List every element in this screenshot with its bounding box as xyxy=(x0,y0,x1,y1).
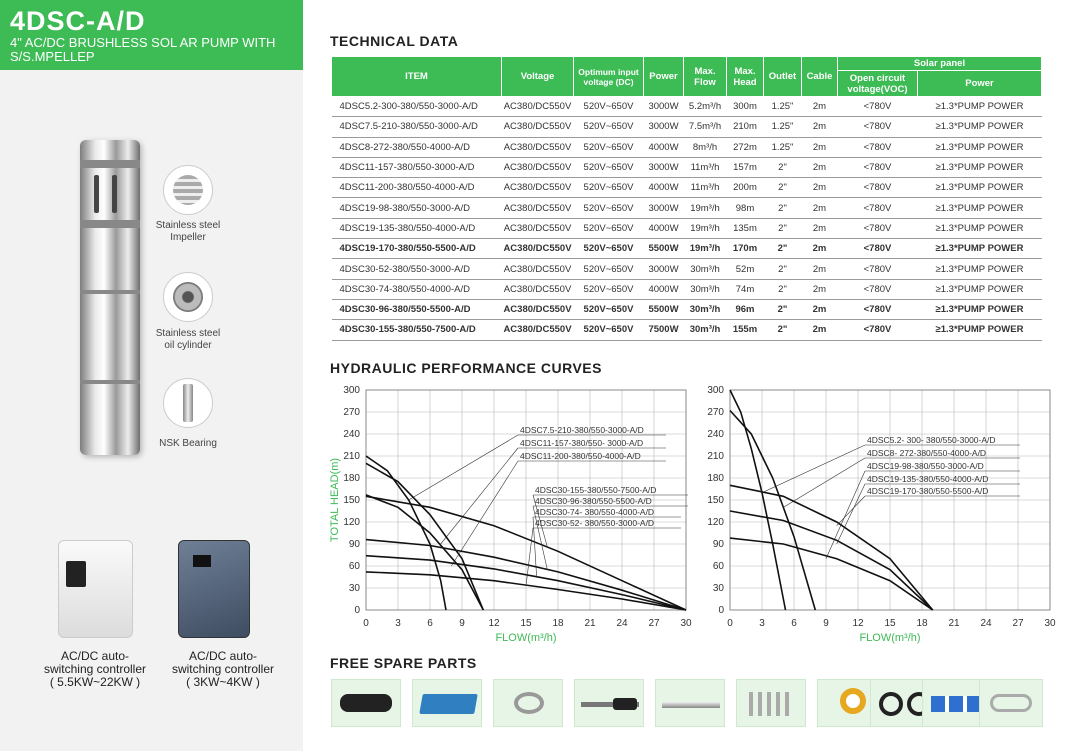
table-cell: 52m xyxy=(727,259,764,279)
y-tick-label: 30 xyxy=(348,583,360,594)
leader-line xyxy=(441,448,518,544)
spare-bolts xyxy=(736,679,806,727)
table-cell: 96m xyxy=(727,299,764,319)
y-tick-label: 180 xyxy=(707,473,724,484)
table-cell: <780V xyxy=(838,239,918,259)
x-axis-label: FLOW(m³/h) xyxy=(859,632,921,644)
spare-cable-joint xyxy=(331,679,401,727)
table-cell: 1.25" xyxy=(764,97,802,117)
table-cell: 520V~650V xyxy=(574,218,644,238)
th-outlet: Outlet xyxy=(764,57,802,97)
x-axis-label: FLOW(m³/h) xyxy=(495,632,557,644)
y-tick-label: 240 xyxy=(707,429,724,440)
table-cell: 30m³/h xyxy=(684,279,727,299)
spare-heat-shrink xyxy=(412,679,482,727)
table-cell: 2" xyxy=(764,198,802,218)
table-cell: 1.25" xyxy=(764,137,802,157)
controller-large-label: AC/DC auto- switching controller ( 5.5KW~22KW ) xyxy=(43,649,147,689)
technical-data-title: TECHNICAL DATA xyxy=(330,33,459,49)
th-head: Max. Head xyxy=(727,57,764,97)
th-item: ITEM xyxy=(332,57,502,97)
y-tick-label: 270 xyxy=(343,407,360,418)
table-cell: AC380/DC550V xyxy=(502,239,574,259)
table-cell: ≥1.3*PUMP POWER xyxy=(918,239,1042,259)
bearing-image xyxy=(163,378,213,428)
spare-shaft xyxy=(655,679,725,727)
table-cell: 7500W xyxy=(644,320,684,340)
table-body xyxy=(332,97,1042,341)
table-cell: <780V xyxy=(838,137,918,157)
y-tick-label: 240 xyxy=(343,429,360,440)
series-label: 4DSC11-200-380/550-4000-A/D xyxy=(520,451,641,461)
table-cell: 11m³/h xyxy=(684,157,727,177)
oil-cylinder-image xyxy=(163,272,213,322)
table-cell: 520V~650V xyxy=(574,178,644,198)
table-cell: AC380/DC550V xyxy=(502,299,574,319)
table-cell: 5.2m³/h xyxy=(684,97,727,117)
table-cell: 520V~650V xyxy=(574,239,644,259)
table-cell: ≥1.3*PUMP POWER xyxy=(918,279,1042,299)
table-cell: <780V xyxy=(838,299,918,319)
table-row xyxy=(332,198,1042,218)
th-flow: Max. Flow xyxy=(684,57,727,97)
controller-white-image xyxy=(58,540,133,638)
table-cell: 5500W xyxy=(644,239,684,259)
table-cell: ≥1.3*PUMP POWER xyxy=(918,97,1042,117)
table-cell: 4DSC19-170-380/550-5500-A/D xyxy=(332,239,502,259)
spare-hose-clamp xyxy=(493,679,563,727)
x-tick-label: 30 xyxy=(1044,618,1056,629)
y-tick-label: 150 xyxy=(707,495,724,506)
x-tick-label: 6 xyxy=(427,618,433,629)
table-cell: AC380/DC550V xyxy=(502,198,574,218)
table-cell: AC380/DC550V xyxy=(502,117,574,137)
series-label: 4DSC30-74- 380/550-4000-A/D xyxy=(535,507,655,517)
table-cell: 4DSC11-200-380/550-4000-A/D xyxy=(332,178,502,198)
table-cell: AC380/DC550V xyxy=(502,259,574,279)
bearing-label: NSK Bearing xyxy=(159,438,217,449)
table-row xyxy=(332,178,1042,198)
table-cell: 4DSC11-157-380/550-3000-A/D xyxy=(332,157,502,177)
table-cell: <780V xyxy=(838,320,918,340)
table-cell: 19m³/h xyxy=(684,198,727,218)
left-panel xyxy=(0,0,303,751)
leader-line xyxy=(409,435,518,500)
series-label: 4DSC19-170-380/550-5500-A/D xyxy=(867,486,989,496)
y-tick-label: 120 xyxy=(707,517,724,528)
table-cell: 74m xyxy=(727,279,764,299)
table-cell: ≥1.3*PUMP POWER xyxy=(918,259,1042,279)
table-cell: 3000W xyxy=(644,117,684,137)
table-row xyxy=(332,137,1042,157)
table-cell: 2m xyxy=(802,157,838,177)
leader-line xyxy=(837,496,865,526)
leader-line xyxy=(837,484,865,544)
table-row xyxy=(332,218,1042,238)
table-cell: 2" xyxy=(764,259,802,279)
table-cell: 4DSC7.5-210-380/550-3000-A/D xyxy=(332,117,502,137)
y-tick-label: 60 xyxy=(712,561,724,572)
technical-data-table xyxy=(331,56,1042,341)
series-label: 4DSC30-96-380/550-5500-A/D xyxy=(535,496,652,506)
x-tick-label: 3 xyxy=(759,618,765,629)
table-cell: <780V xyxy=(838,178,918,198)
y-tick-label: 90 xyxy=(348,539,360,550)
x-tick-label: 30 xyxy=(680,618,692,629)
table-row xyxy=(332,157,1042,177)
leader-line xyxy=(762,445,865,493)
table-cell: AC380/DC550V xyxy=(502,320,574,340)
x-tick-label: 21 xyxy=(584,618,596,629)
y-tick-label: 90 xyxy=(712,539,724,550)
table-cell: <780V xyxy=(838,157,918,177)
impeller-image xyxy=(163,165,213,215)
table-cell: ≥1.3*PUMP POWER xyxy=(918,157,1042,177)
table-row xyxy=(332,97,1042,117)
table-cell: 4DSC30-74-380/550-4000-A/D xyxy=(332,279,502,299)
table-cell: 3000W xyxy=(644,157,684,177)
controller-blue-image xyxy=(178,540,250,638)
table-row xyxy=(332,259,1042,279)
controller-small-label: AC/DC auto- switching controller ( 3KW~4KW ) xyxy=(171,649,275,689)
x-tick-label: 27 xyxy=(648,618,660,629)
table-cell: 2" xyxy=(764,279,802,299)
table-cell: <780V xyxy=(838,279,918,299)
table-cell: 520V~650V xyxy=(574,157,644,177)
series-label: 4DSC5.2- 300- 380/550-3000-A/D xyxy=(867,435,996,445)
table-cell: 4DSC5.2-300-380/550-3000-A/D xyxy=(332,97,502,117)
x-tick-label: 18 xyxy=(552,618,564,629)
impeller-label: Stainless steel Impeller xyxy=(155,220,221,243)
table-cell: AC380/DC550V xyxy=(502,137,574,157)
table-row xyxy=(332,299,1042,319)
table-cell: 520V~650V xyxy=(574,299,644,319)
model-title: 4DSC-A/D xyxy=(10,6,146,36)
table-cell: <780V xyxy=(838,97,918,117)
spare-parts-title: FREE SPARE PARTS xyxy=(330,655,477,671)
table-cell: 3000W xyxy=(644,97,684,117)
table-cell: 1.25" xyxy=(764,117,802,137)
x-tick-label: 12 xyxy=(852,618,864,629)
subtitle-line1: 4" AC/DC BRUSHLESS SOL AR PUMP WITH xyxy=(10,35,276,50)
table-cell: ≥1.3*PUMP POWER xyxy=(918,198,1042,218)
table-cell: 3000W xyxy=(644,259,684,279)
table-cell: 2m xyxy=(802,198,838,218)
table-cell: 2m xyxy=(802,299,838,319)
table-cell: 30m³/h xyxy=(684,299,727,319)
table-cell: 4000W xyxy=(644,218,684,238)
series-label: 4DSC8- 272-380/550-4000-A/D xyxy=(867,448,987,458)
chart-left xyxy=(326,380,696,650)
x-tick-label: 24 xyxy=(980,618,992,629)
table-cell: 520V~650V xyxy=(574,117,644,137)
table-cell: 4DSC30-96-380/550-5500-A/D xyxy=(332,299,502,319)
series-label: 4DSC30-155-380/550-7500-A/D xyxy=(535,485,657,495)
table-cell: 2" xyxy=(764,178,802,198)
x-tick-label: 18 xyxy=(916,618,928,629)
table-cell: AC380/DC550V xyxy=(502,178,574,198)
y-tick-label: 0 xyxy=(718,605,724,616)
x-tick-label: 21 xyxy=(948,618,960,629)
oil-cylinder-label: Stainless steel oil cylinder xyxy=(155,328,221,351)
x-tick-label: 0 xyxy=(727,618,733,629)
series-line xyxy=(730,511,933,610)
table-cell: 300m xyxy=(727,97,764,117)
table-row xyxy=(332,320,1042,340)
table-cell: 157m xyxy=(727,157,764,177)
table-cell: ≥1.3*PUMP POWER xyxy=(918,218,1042,238)
table-cell: 2" xyxy=(764,157,802,177)
table-cell: 2" xyxy=(764,218,802,238)
table-cell: 4DSC8-272-380/550-4000-A/D xyxy=(332,137,502,157)
y-axis-label: TOTAL HEAD(m) xyxy=(329,457,341,543)
y-tick-label: 120 xyxy=(343,517,360,528)
y-tick-label: 270 xyxy=(707,407,724,418)
table-cell: 2" xyxy=(764,239,802,259)
y-tick-label: 210 xyxy=(343,451,360,462)
y-tick-label: 0 xyxy=(354,605,360,616)
table-cell: 170m xyxy=(727,239,764,259)
th-voc: Open circuit voltage(VOC) xyxy=(838,71,918,97)
table-cell: 520V~650V xyxy=(574,198,644,218)
table-cell: 3000W xyxy=(644,198,684,218)
series-label: 4DSC30-52- 380/550-3000-A/D xyxy=(535,518,655,528)
leader-line xyxy=(526,528,533,586)
table-cell: 98m xyxy=(727,198,764,218)
table-cell: 4DSC30-52-380/550-3000-A/D xyxy=(332,259,502,279)
table-cell: 2m xyxy=(802,117,838,137)
th-voltage: Voltage xyxy=(502,57,574,97)
table-cell: AC380/DC550V xyxy=(502,279,574,299)
series-line xyxy=(730,485,933,610)
table-row xyxy=(332,239,1042,259)
table-cell: 272m xyxy=(727,137,764,157)
subtitle-line2: S/S.MPELLEP xyxy=(10,49,95,64)
table-cell: AC380/DC550V xyxy=(502,218,574,238)
table-cell: 2m xyxy=(802,218,838,238)
table-cell: 5500W xyxy=(644,299,684,319)
table-cell: 19m³/h xyxy=(684,239,727,259)
table-cell: <780V xyxy=(838,259,918,279)
table-cell: <780V xyxy=(838,218,918,238)
table-cell: AC380/DC550V xyxy=(502,157,574,177)
table-cell: 30m³/h xyxy=(684,320,727,340)
table-cell: 4000W xyxy=(644,279,684,299)
table-cell: 2m xyxy=(802,259,838,279)
y-tick-label: 150 xyxy=(343,495,360,506)
y-tick-label: 300 xyxy=(343,385,360,396)
table-cell: 19m³/h xyxy=(684,218,727,238)
series-label: 4DSC7.5-210-380/550-3000-A/D xyxy=(520,425,644,435)
table-cell: 2m xyxy=(802,279,838,299)
table-cell: 4DSC19-135-380/550-4000-A/D xyxy=(332,218,502,238)
table-cell: <780V xyxy=(838,198,918,218)
th-solar-power: Power xyxy=(918,71,1042,97)
table-cell: ≥1.3*PUMP POWER xyxy=(918,117,1042,137)
table-cell: ≥1.3*PUMP POWER xyxy=(918,299,1042,319)
x-tick-label: 9 xyxy=(823,618,829,629)
table-cell: 2" xyxy=(764,320,802,340)
spare-clips xyxy=(979,679,1043,727)
th-power: Power xyxy=(644,57,684,97)
table-cell: 135m xyxy=(727,218,764,238)
table-cell: 4DSC19-98-380/550-3000-A/D xyxy=(332,198,502,218)
table-row xyxy=(332,117,1042,137)
table-cell: 2m xyxy=(802,320,838,340)
leader-line xyxy=(451,461,518,566)
y-tick-label: 60 xyxy=(348,561,360,572)
table-cell: 2m xyxy=(802,178,838,198)
table-cell: 8m³/h xyxy=(684,137,727,157)
series-label: 4DSC11-157-380/550- 3000-A/D xyxy=(520,438,644,448)
x-tick-label: 9 xyxy=(459,618,465,629)
y-tick-label: 300 xyxy=(707,385,724,396)
table-cell: ≥1.3*PUMP POWER xyxy=(918,178,1042,198)
y-tick-label: 210 xyxy=(707,451,724,462)
x-tick-label: 27 xyxy=(1012,618,1024,629)
pump-image xyxy=(80,140,140,455)
x-tick-label: 24 xyxy=(616,618,628,629)
table-cell: 2m xyxy=(802,239,838,259)
y-tick-label: 180 xyxy=(343,473,360,484)
table-cell: 210m xyxy=(727,117,764,137)
header-banner xyxy=(0,0,303,70)
series-line xyxy=(366,456,446,610)
x-tick-label: 15 xyxy=(520,618,532,629)
table-cell: 520V~650V xyxy=(574,97,644,117)
chart-right xyxy=(690,380,1060,650)
table-cell: 2m xyxy=(802,137,838,157)
series-label: 4DSC19-135-380/550-4000-A/D xyxy=(867,474,989,484)
table-cell: 2m xyxy=(802,97,838,117)
table-cell: AC380/DC550V xyxy=(502,97,574,117)
th-optimum: Optimum input voltage (DC) xyxy=(574,57,644,97)
x-tick-label: 6 xyxy=(791,618,797,629)
table-cell: 520V~650V xyxy=(574,137,644,157)
table-cell: 2" xyxy=(764,299,802,319)
table-cell: 155m xyxy=(727,320,764,340)
table-cell: 4000W xyxy=(644,178,684,198)
table-cell: 7.5m³/h xyxy=(684,117,727,137)
x-tick-label: 3 xyxy=(395,618,401,629)
x-tick-label: 0 xyxy=(363,618,369,629)
series-line xyxy=(730,411,815,611)
table-row xyxy=(332,279,1042,299)
table-cell: 520V~650V xyxy=(574,259,644,279)
table-cell: 30m³/h xyxy=(684,259,727,279)
th-cable: Cable xyxy=(802,57,838,97)
series-label: 4DSC19-98-380/550-3000-A/D xyxy=(867,461,984,471)
y-tick-label: 30 xyxy=(712,583,724,594)
table-cell: 520V~650V xyxy=(574,320,644,340)
table-cell: <780V xyxy=(838,117,918,137)
table-cell: 11m³/h xyxy=(684,178,727,198)
x-tick-label: 15 xyxy=(884,618,896,629)
x-tick-label: 12 xyxy=(488,618,500,629)
table-cell: 4000W xyxy=(644,137,684,157)
table-cell: 520V~650V xyxy=(574,279,644,299)
curves-title: HYDRAULIC PERFORMANCE CURVES xyxy=(330,360,602,376)
th-solar: Solar panel xyxy=(838,57,1042,71)
table-cell: 4DSC30-155-380/550-7500-A/D xyxy=(332,320,502,340)
table-cell: 200m xyxy=(727,178,764,198)
spare-screwdriver xyxy=(574,679,644,727)
table-cell: ≥1.3*PUMP POWER xyxy=(918,137,1042,157)
table-cell: ≥1.3*PUMP POWER xyxy=(918,320,1042,340)
